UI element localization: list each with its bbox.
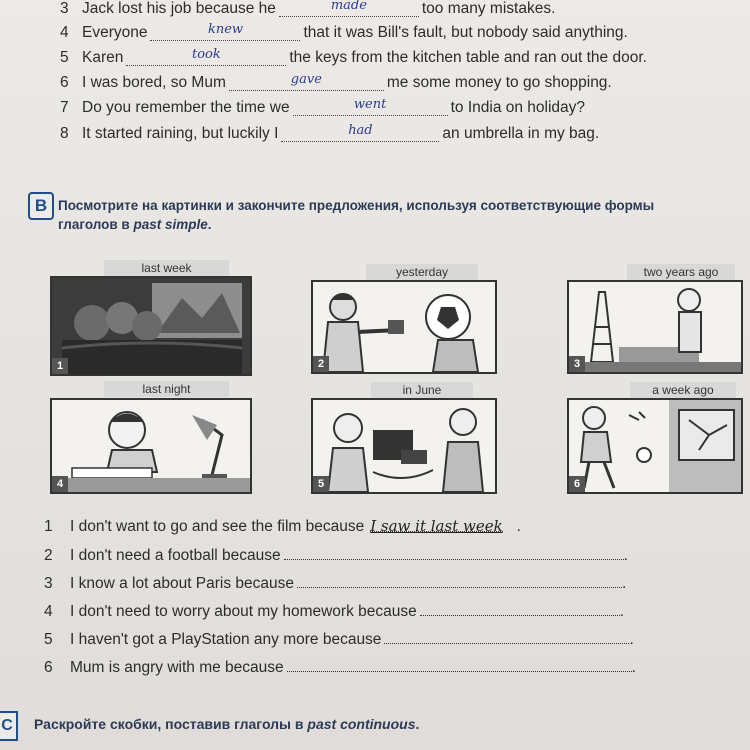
boy-homework-illustration (52, 400, 250, 492)
exercise-a-line-4 (60, 24, 628, 42)
line-text-before: Karen (82, 49, 124, 66)
exercise-a-line-5 (60, 49, 647, 67)
sentence-text: I know a lot about Paris because (70, 575, 295, 592)
line-number: 5 (60, 49, 69, 66)
sentence-text: I haven't got a PlayStation any more because (70, 631, 382, 648)
line-text-before: Do you remember the time we (82, 99, 290, 116)
sentence-end: . (629, 631, 634, 648)
answer-blank[interactable] (284, 545, 624, 560)
answer-blank[interactable] (281, 125, 439, 142)
boys-football-illustration (313, 282, 495, 372)
sentence-number: 5 (44, 631, 53, 648)
section-c-marker: C (0, 711, 18, 741)
boy-kicking-ball-illustration (569, 400, 741, 492)
picture-number: 3 (569, 356, 585, 372)
instruction-text: Раскройте скобки, поставив глаголы в (34, 716, 308, 732)
exercise-a-line-7 (60, 99, 585, 117)
picture-label: yesterday (366, 264, 478, 280)
line-text-after: that it was Bill's fault, but nobody said anything. (303, 24, 628, 41)
line-text-after: an umbrella in my bag. (442, 125, 600, 142)
handwritten-answer: went (353, 97, 387, 112)
picture-label: last night (104, 381, 229, 397)
instruction-text: Посмотрите на картинки и закончите предложения, используя соответствующие формы глаголов в (58, 198, 655, 232)
sentence-text: Mum is angry with me because (70, 659, 284, 676)
handwritten-answer: had (348, 123, 373, 138)
instruction-italic: past simple (133, 217, 208, 232)
answer-blank[interactable] (229, 74, 384, 91)
answer-blank[interactable] (384, 629, 629, 644)
picture-4-homework (50, 398, 252, 494)
line-text-before: Jack lost his job because he (82, 0, 276, 17)
picture-label: in June (371, 382, 473, 398)
eiffel-tower-illustration (569, 282, 741, 372)
exercise-b-sentence-1 (44, 517, 521, 536)
sentence-end: . (631, 659, 636, 676)
line-number: 8 (60, 125, 69, 142)
picture-number: 2 (313, 356, 329, 372)
line-text-after: the keys from the kitchen table and ran out the door. (289, 49, 647, 66)
picture-1-cinema (50, 276, 252, 376)
answer-blank[interactable] (420, 601, 620, 616)
line-number: 3 (60, 0, 69, 17)
exercise-b-sentence-2 (44, 545, 628, 565)
picture-3-paris (567, 280, 743, 374)
sentence-number: 6 (44, 659, 53, 676)
section-b-instruction (58, 196, 708, 234)
handwritten-answer: I saw it last week (370, 517, 503, 535)
line-text-after: too many mistakes. (421, 0, 556, 17)
line-number: 4 (60, 24, 69, 41)
handwritten-answer: made (330, 0, 367, 13)
exercise-a-line-8 (60, 125, 599, 143)
picture-number: 5 (313, 476, 329, 492)
picture-number: 4 (52, 476, 68, 492)
sentence-number: 2 (44, 547, 53, 564)
sentence-end: . (516, 518, 521, 535)
handwritten-answer: knew (207, 22, 244, 37)
exercise-a-line-3 (60, 0, 555, 18)
picture-label: two years ago (627, 264, 735, 280)
picture-2-football (311, 280, 497, 374)
sentence-text: I don't need a football because (70, 547, 281, 564)
handwritten-answer: took (191, 47, 221, 62)
section-b-marker: B (28, 192, 54, 220)
answer-blank[interactable] (126, 49, 286, 66)
line-text-before: Everyone (82, 24, 148, 41)
exercise-a-line-6 (60, 74, 612, 92)
sentence-number: 1 (44, 518, 53, 535)
handwritten-answer: gave (290, 72, 322, 87)
line-text-before: I was bored, so Mum (82, 74, 226, 91)
exercise-b-sentence-6 (44, 657, 636, 677)
sentence-end: . (619, 603, 625, 620)
sentence-number: 3 (44, 575, 53, 592)
exercise-b-sentence-3 (44, 573, 626, 593)
picture-label: last week (104, 260, 229, 276)
sentence-end: . (622, 575, 627, 592)
sentence-number: 4 (44, 603, 53, 620)
answer-blank[interactable] (287, 657, 632, 672)
instruction-italic: past continuous (307, 716, 416, 732)
line-text-after: to India on holiday? (450, 99, 586, 116)
boys-playstation-illustration (313, 400, 495, 492)
picture-number: 1 (52, 358, 68, 374)
answer-blank[interactable] (150, 24, 300, 41)
line-number: 6 (60, 74, 69, 91)
cinema-illustration (52, 278, 250, 374)
exercise-b-sentence-5 (44, 629, 634, 649)
line-number: 7 (60, 99, 69, 116)
answer-blank[interactable] (279, 0, 419, 17)
sentence-text: I don't need to worry about my homework because (70, 603, 417, 620)
answer-blank[interactable] (293, 99, 448, 116)
picture-6-broken-window (567, 398, 743, 494)
instruction-end: . (207, 217, 212, 232)
answer-blank[interactable] (370, 517, 503, 535)
picture-label: a week ago (630, 382, 736, 398)
picture-number: 6 (569, 476, 585, 492)
section-c-instruction (34, 716, 419, 732)
line-text-before: It started raining, but luckily I (82, 125, 279, 142)
sentence-end: . (623, 547, 628, 564)
answer-blank[interactable] (297, 573, 622, 588)
instruction-end: . (415, 716, 420, 732)
line-text-after: me some money to go shopping. (386, 74, 612, 91)
exercise-b-sentence-4 (44, 601, 624, 621)
picture-5-playstation (311, 398, 497, 494)
sentence-text: I don't want to go and see the film because (70, 518, 365, 535)
